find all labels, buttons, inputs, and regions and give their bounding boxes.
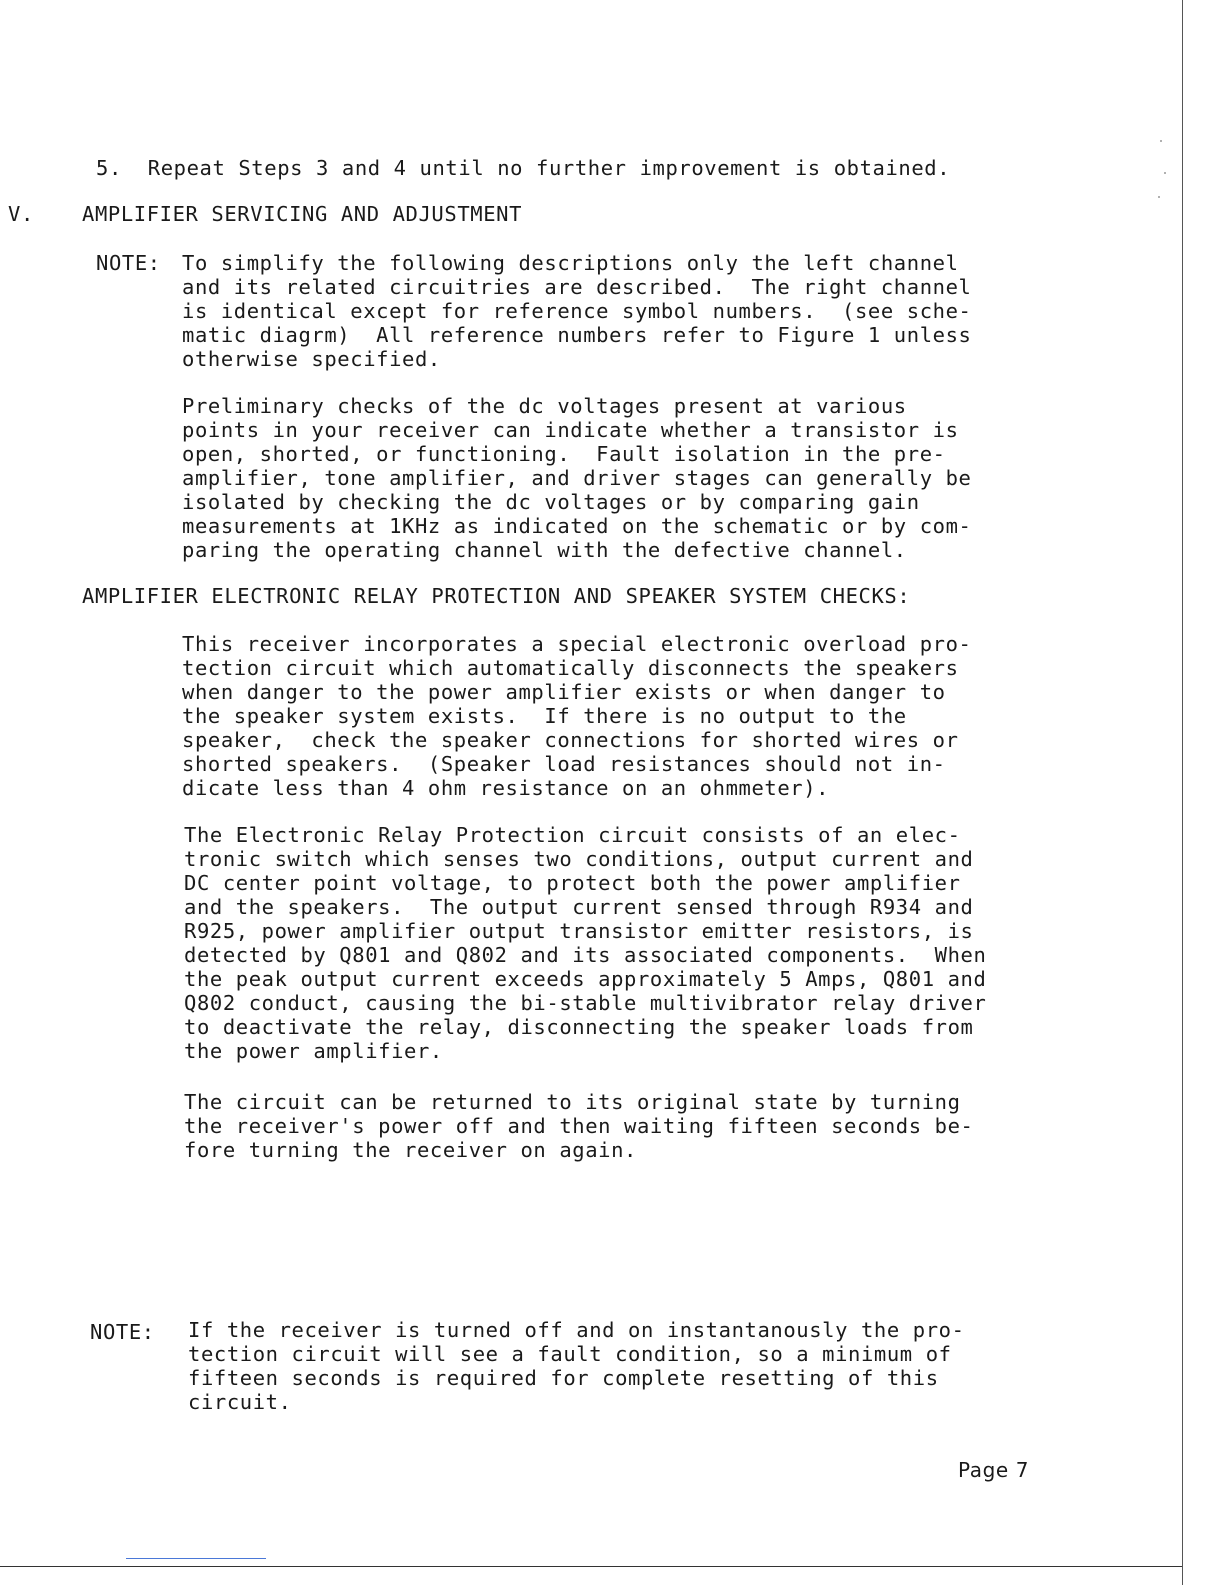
text-line: and the speakers. The output current sensed through R934 and (184, 895, 974, 919)
note-1-body (182, 251, 971, 371)
text-line: Q802 conduct, causing the bi-stable multivibrator relay driver (184, 991, 987, 1015)
step-5-text: 5. Repeat Steps 3 and 4 until no further improvement is obtained. (96, 156, 951, 180)
relay-protection-heading-text: AMPLIFIER ELECTRONIC RELAY PROTECTION AND SPEAKER SYSTEM CHECKS: (82, 584, 911, 608)
scan-speck (1164, 172, 1166, 174)
text-line: measurements at 1KHz as indicated on the schematic or by com- (182, 514, 972, 538)
text-line: If the receiver is turned off and on instantanously the pro- (188, 1318, 965, 1342)
section-title (82, 202, 522, 226)
text-line: detected by Q801 and Q802 and its associated components. When (184, 943, 987, 967)
note-2-label (90, 1320, 155, 1344)
text-line: The circuit can be returned to its original state by turning (184, 1090, 961, 1114)
text-line: tection circuit will see a fault condition, so a minimum of (188, 1342, 952, 1366)
text-line: tection circuit which automatically disconnects the speakers (182, 656, 959, 680)
text-line: This receiver incorporates a special electronic overload pro- (182, 632, 972, 656)
relay-protection-heading (82, 584, 910, 608)
preliminary-checks-paragraph (182, 394, 971, 562)
text-line: the power amplifier. (184, 1039, 443, 1063)
note-2-label-text: NOTE: (90, 1320, 155, 1344)
text-line: speaker, check the speaker connections for shorted wires or (182, 728, 959, 752)
text-line: when danger to the power amplifier exists or when danger to (182, 680, 946, 704)
text-line: shorted speakers. (Speaker load resistances should not in- (182, 752, 946, 776)
scan-speck (1158, 196, 1160, 198)
text-line: DC center point voltage, to protect both the power amplifier (184, 871, 961, 895)
text-line: To simplify the following descriptions only the left channel (182, 251, 959, 275)
right-margin-rule (1182, 0, 1183, 1585)
note-1-label (96, 251, 161, 275)
relay-circuit-paragraph (184, 823, 986, 1063)
text-line: Preliminary checks of the dc voltages present at various (182, 394, 907, 418)
text-line: circuit. (188, 1390, 292, 1414)
note-1-label-text: NOTE: (96, 251, 161, 275)
text-line: amplifier, tone amplifier, and driver stages can generally be (182, 466, 972, 490)
section-number (8, 202, 34, 226)
page-number-text: Page 7 (958, 1458, 1030, 1482)
text-line: to deactivate the relay, disconnecting the speaker loads from (184, 1015, 974, 1039)
scan-speck (1160, 140, 1162, 142)
text-line: paring the operating channel with the defective channel. (182, 538, 907, 562)
text-line: points in your receiver can indicate whether a transistor is (182, 418, 959, 442)
page-number (958, 1458, 1029, 1482)
text-line: the receiver's power off and then waiting fifteen seconds be- (184, 1114, 974, 1138)
text-line: and its related circuitries are described. The right channel (182, 275, 972, 299)
text-line: is identical except for reference symbol numbers. (see sche- (182, 299, 972, 323)
scan-edge-mark (126, 1558, 266, 1559)
text-line: The Electronic Relay Protection circuit consists of an elec- (184, 823, 961, 847)
text-line: R925, power amplifier output transistor emitter resistors, is (184, 919, 974, 943)
note-2-body (188, 1318, 965, 1414)
bottom-margin-rule (0, 1566, 1182, 1567)
text-line: isolated by checking the dc voltages or by comparing gain (182, 490, 920, 514)
text-line: matic diagrm) All reference numbers refer to Figure 1 unless (182, 323, 972, 347)
text-line: the speaker system exists. If there is no output to the (182, 704, 907, 728)
overload-protection-paragraph (182, 632, 971, 800)
section-number-text: V. (8, 202, 34, 226)
reset-paragraph (184, 1090, 973, 1162)
text-line: dicate less than 4 ohm resistance on an ohmmeter). (182, 776, 830, 800)
text-line: tronic switch which senses two conditions, output current and (184, 847, 974, 871)
text-line: fifteen seconds is required for complete resetting of this (188, 1366, 939, 1390)
text-line: the peak output current exceeds approximately 5 Amps, Q801 and (184, 967, 987, 991)
section-title-text: AMPLIFIER SERVICING AND ADJUSTMENT (82, 202, 523, 226)
text-line: open, shorted, or functioning. Fault isolation in the pre- (182, 442, 946, 466)
text-line: fore turning the receiver on again. (184, 1138, 637, 1162)
step-5 (96, 156, 950, 180)
text-line: otherwise specified. (182, 347, 441, 371)
